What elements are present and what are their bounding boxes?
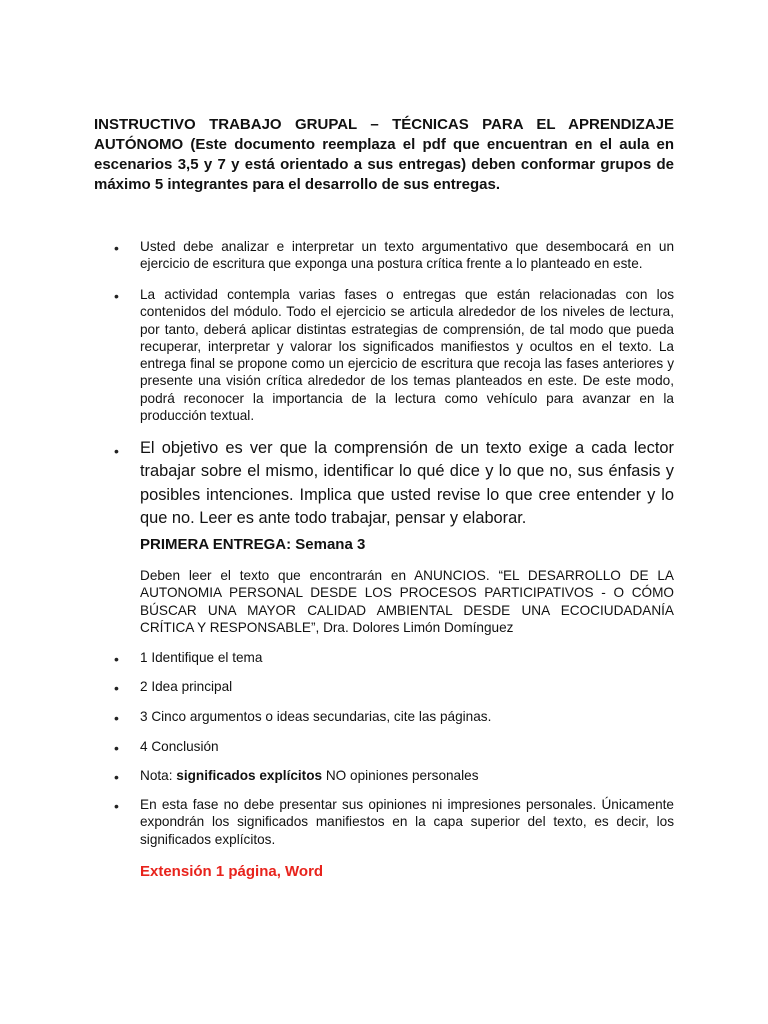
note-suffix: NO opiniones personales [322, 768, 479, 783]
extension-note: Extensión 1 página, Word [140, 863, 324, 880]
bullet-dot: • [114, 288, 119, 304]
note-line [140, 767, 674, 784]
bullet-dot: • [114, 798, 119, 814]
bullet-dot: • [114, 240, 119, 256]
reading-instructions: Deben leer el texto que encontrarán en ANUNCIOS. “EL DESARROLLO DE LA AUTONOMIA PERSONAL DESDE LOS PROCESOS PARTICIPATIVOS - O CÓMO BÚSCAR UNA MAYOR CALIDAD AMBIENTAL DESDE UNA ECOCIUDADANÍA CRÍTICA Y RESPONSABLE”, Dra. Dolores Limón Domínguez [140, 568, 674, 635]
bullet-dot: • [114, 769, 119, 785]
note-bold: significados explícitos [176, 768, 323, 783]
step-item: 1 Identifique el tema [140, 650, 263, 665]
phase-note: En esta fase no debe presentar sus opiniones ni impresiones personales. Únicamente expondrán los significados manifiestos en la capa superior del texto, es decir, los significados explícitos. [140, 797, 674, 847]
bullet-dot: • [114, 710, 119, 726]
step-item: 3 Cinco argumentos o ideas secundarias, cite las páginas. [140, 709, 492, 724]
bullet-dot: • [114, 651, 119, 667]
first-delivery-heading: PRIMERA ENTREGA: Semana 3 [140, 536, 366, 553]
document-title: INSTRUCTIVO TRABAJO GRUPAL – TÉCNICAS PARA EL APRENDIZAJE AUTÓNOMO (Este documento reemplaza el pdf que encuentran en el aula en escenarios 3,5 y 7 y está orientado a sus entregas) deben conformar grupos de máximo 5 integrantes para el desarrollo de sus entregas. [94, 116, 674, 193]
step-item: 2 Idea principal [140, 679, 233, 694]
bullet-dot: • [114, 680, 119, 696]
bullet-dot: • [114, 443, 119, 459]
note-prefix: Nota: [140, 768, 177, 783]
intro-bullet-3: El objetivo es ver que la comprensión de un texto exige a cada lector trabajar sobre el mismo, identificar lo qué dice y lo que no, sus énfasis y posibles intenciones. Implica que usted revise lo que cree entender y lo que no. Leer es ante todo trabajar, pensar y elaborar. [140, 439, 674, 528]
intro-bullet-2: La actividad contempla varias fases o entregas que están relacionadas con los contenidos del módulo. Todo el ejercicio se articula alrededor de los niveles de lectura, por tanto, deberá aplicar distintas estrategias de comprensión, de tal modo que pueda recuperar, interpretar y valorar los significados manifiestos y ocultos en el texto. La entrega final se propone como un ejercicio de escritura que recoja las fases anteriores y presente una visión crítica alrededor de los temas planteados en este. De este modo, podrá reconocer la importancia de la lectura como vehículo para avanzar en la producción textual. [140, 287, 674, 424]
bullet-dot: • [114, 740, 119, 756]
step-item: 4 Conclusión [140, 739, 219, 754]
intro-bullet-1: Usted debe analizar e interpretar un texto argumentativo que desembocará en un ejercicio de escritura que exponga una postura crítica frente a lo planteado en este. [140, 239, 674, 272]
